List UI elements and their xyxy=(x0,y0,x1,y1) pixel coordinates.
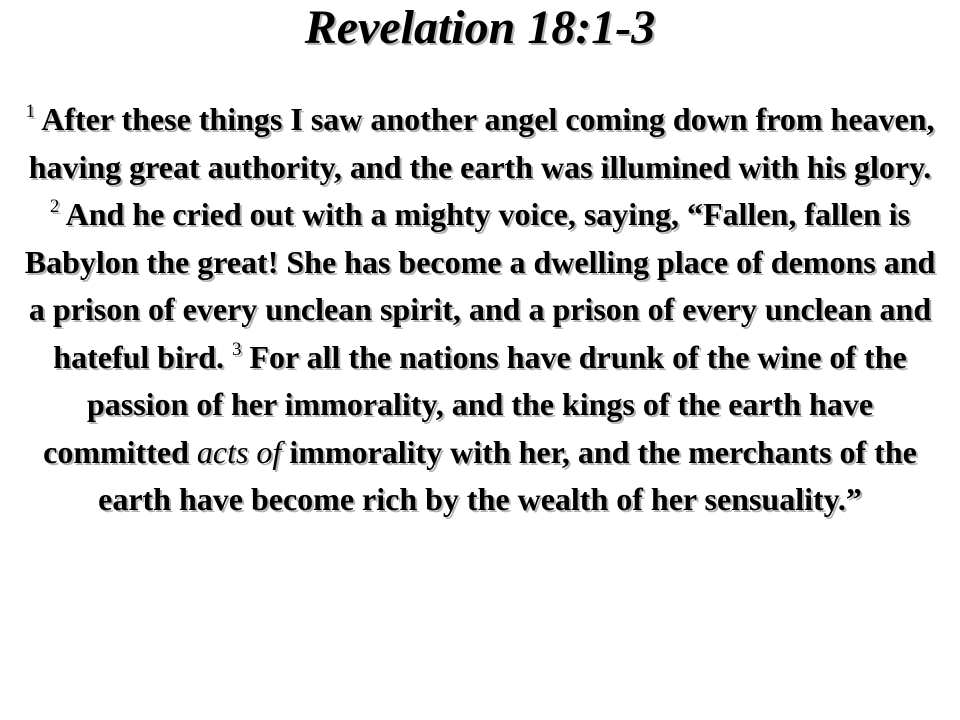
verse-number-1: 1 xyxy=(25,101,35,122)
slide-title: Revelation 18:1-3 xyxy=(304,1,656,54)
verse-number-2: 2 xyxy=(49,196,60,217)
verse-text-3-part-1: For all the nations have drunk of the wine of the passion of her immorality, and the kings of the earth have committed xyxy=(43,338,907,470)
verse-text-3-part-2: immorality with her, and the merchants of the earth have become rich by the wealth of her sensuality.” xyxy=(98,433,917,517)
verse-number-3: 3 xyxy=(231,338,242,360)
verse-text-1: After these things I saw another angel coming down from heaven, having great authority, and the earth was illumined with his glory. xyxy=(28,101,935,185)
verse-text-2: And he cried out with a mighty voice, saying, “Fallen, fallen is Babylon the great! She has become a dwelling place of demons and a prison of every unclean spirit, and a prison of every unclean and hateful bird. xyxy=(24,196,936,375)
scripture-passage xyxy=(20,96,940,524)
verse-text-3-emphasis: acts of xyxy=(196,433,282,470)
